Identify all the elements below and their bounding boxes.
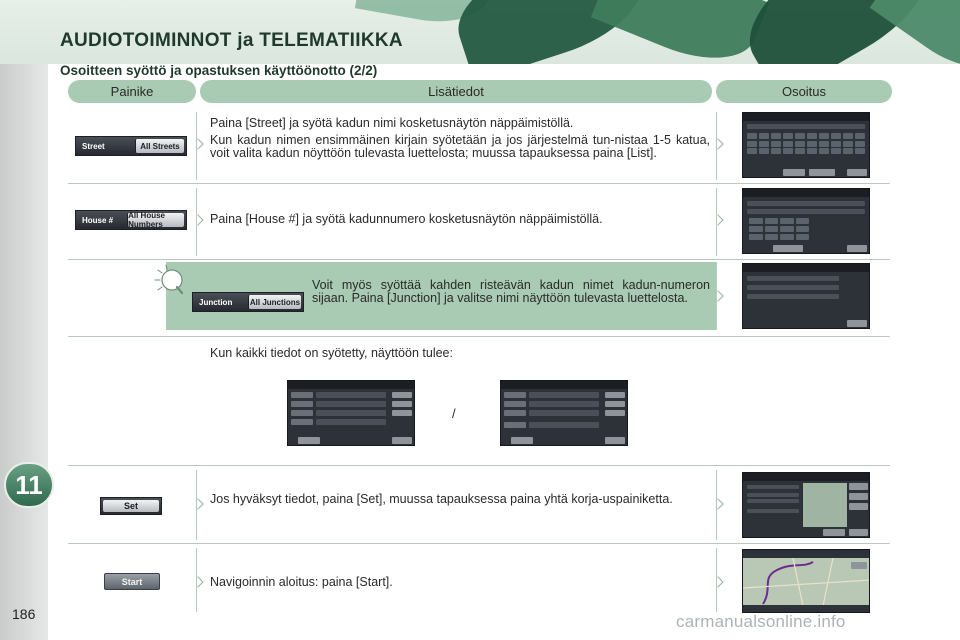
screen-button [849, 493, 868, 500]
start-button: Start [104, 573, 160, 590]
screen-field-label [504, 410, 526, 416]
screen-title-bar [743, 264, 869, 272]
screen-button [849, 483, 868, 490]
destination-confirmation-screen [742, 472, 870, 538]
column-header-button: Painike [68, 80, 196, 103]
screen-field [316, 392, 386, 398]
street-button-graphic [75, 136, 187, 156]
watermark: carmanualsonline.info [676, 612, 846, 631]
screen-input-field [747, 124, 865, 129]
screen-button [809, 169, 835, 176]
screen-last-button [605, 392, 625, 398]
screen-bottom-bar [743, 605, 869, 612]
screen-button [849, 503, 868, 510]
screen-set-button [511, 437, 533, 444]
screen-title-bar [743, 113, 869, 121]
house-number-screen [742, 188, 870, 254]
column-header-display: Osoitus [716, 80, 892, 103]
screen-field-label [504, 422, 526, 428]
screen-last-button [605, 410, 625, 416]
screen-field-label [504, 392, 526, 398]
screen-button [823, 529, 845, 536]
screen-field [529, 401, 599, 407]
screen-keypad [749, 218, 809, 240]
row-divider [68, 183, 890, 184]
row-5-text: Navigoinnin aloitus: paina [Start]. [210, 575, 393, 589]
screen-field [316, 401, 386, 407]
set-button-graphic [100, 497, 162, 515]
intro-text: Kun kaikki tiedot on syötetty, näyttöön tulee: [210, 346, 453, 360]
screen-field [529, 422, 599, 428]
screen-text-line [747, 499, 799, 503]
street-label: Street [82, 141, 105, 151]
row-divider [68, 465, 890, 466]
separator-slash: / [452, 406, 456, 421]
lightbulb-icon [152, 262, 186, 298]
address-screen-junction [500, 380, 628, 446]
screen-input-field [747, 201, 865, 206]
screen-field [529, 410, 599, 416]
screen-title-bar [743, 473, 869, 481]
all-streets-button: All Streets [135, 139, 184, 153]
screen-field-label [504, 401, 526, 407]
junction-button-graphic [192, 292, 304, 312]
row-2-text: Paina [House #] ja syötä kadunnumero kosketusnäytön näppäimistöllä. [210, 212, 603, 226]
junction-list-screen [742, 263, 870, 329]
chevron-right-icon [192, 576, 203, 587]
screen-last-button [392, 401, 412, 407]
house-label: House # [82, 215, 114, 225]
screen-field-label [291, 410, 313, 416]
screen-button [851, 562, 867, 569]
screen-text-line [747, 485, 799, 489]
navigation-map-screen [742, 549, 870, 613]
screen-title-bar [743, 189, 869, 197]
chevron-right-icon [192, 498, 203, 509]
all-junctions-button: All Junctions [248, 295, 301, 309]
screen-field [529, 392, 599, 398]
screen-field-label [291, 419, 313, 425]
page-number: 186 [12, 606, 36, 622]
chevron-right-icon [712, 138, 723, 149]
row-divider [68, 543, 890, 544]
screen-map [803, 483, 847, 527]
screen-title-bar [743, 550, 869, 558]
row-1-text-2: Kun kadun nimen ensimmäinen kirjain syötetään ja jos järjestelmä tun-nistaa 1-5 katua, voit valita kadun nöyttöön tulevasta luettelosta; muussa tapauksessa paina [List]. [210, 133, 710, 160]
screen-title-bar [501, 381, 627, 389]
screen-button [773, 245, 803, 252]
screen-back-button [392, 437, 412, 444]
screen-set-button [298, 437, 320, 444]
column-header-info: Lisätiedot [200, 80, 712, 103]
address-screen-house [287, 380, 415, 446]
chevron-right-icon [192, 214, 203, 225]
screen-field-label [291, 392, 313, 398]
screen-last-button [605, 401, 625, 407]
screen-field-label [291, 401, 313, 407]
screen-last-button [392, 410, 412, 416]
screen-title-bar [288, 381, 414, 389]
row-1-text-1: Paina [Street] ja syötä kadun nimi kosketusnäytön näppäimistöllä. [210, 116, 574, 130]
chevron-right-icon [712, 576, 723, 587]
chapter-tab: 11 [4, 462, 54, 508]
screen-text-line [747, 509, 799, 513]
screen-back-button [847, 169, 867, 176]
chevron-right-icon [712, 498, 723, 509]
screen-field [316, 410, 386, 416]
row-divider [68, 336, 890, 337]
section-title: AUDIOTOIMINNOT ja TELEMATIIKKA [60, 30, 403, 51]
screen-text-line [747, 493, 799, 497]
decor-leaf [591, 0, 769, 64]
screen-list-item [747, 294, 839, 299]
page-edge-strip [0, 64, 48, 640]
house-number-button-graphic [75, 210, 187, 230]
all-house-numbers-button: All House Numbers [127, 213, 184, 227]
screen-back-button [847, 245, 867, 252]
page-subtitle: Osoitteen syöttö ja opastuksen käyttöönotto (2/2) [60, 63, 378, 78]
set-button: Set [103, 500, 159, 512]
screen-back-button [847, 320, 867, 327]
screen-list-item [747, 276, 839, 281]
street-input-screen [742, 112, 870, 178]
screen-back-button [605, 437, 625, 444]
row-3-text: Voit myös syöttää kahden risteävän kadun nimet kadun-numeron sijaan. Paina [Junction] ja valitse nimi näyttöön tulevasta luettelosta. [312, 278, 710, 305]
junction-label: Junction [199, 297, 233, 307]
screen-back-button [849, 529, 868, 536]
row-divider [68, 259, 890, 260]
screen-field [316, 419, 386, 425]
screen-input-field [747, 209, 865, 214]
chevron-right-icon [192, 138, 203, 149]
screen-button [783, 169, 805, 176]
screen-list-item [747, 285, 839, 290]
screen-last-button [392, 392, 412, 398]
screen-keyboard [747, 133, 865, 154]
row-4-text: Jos hyväksyt tiedot, paina [Set], muussa tapauksessa paina yhtä korja-uspainiketta. [210, 492, 673, 506]
chevron-right-icon [712, 214, 723, 225]
